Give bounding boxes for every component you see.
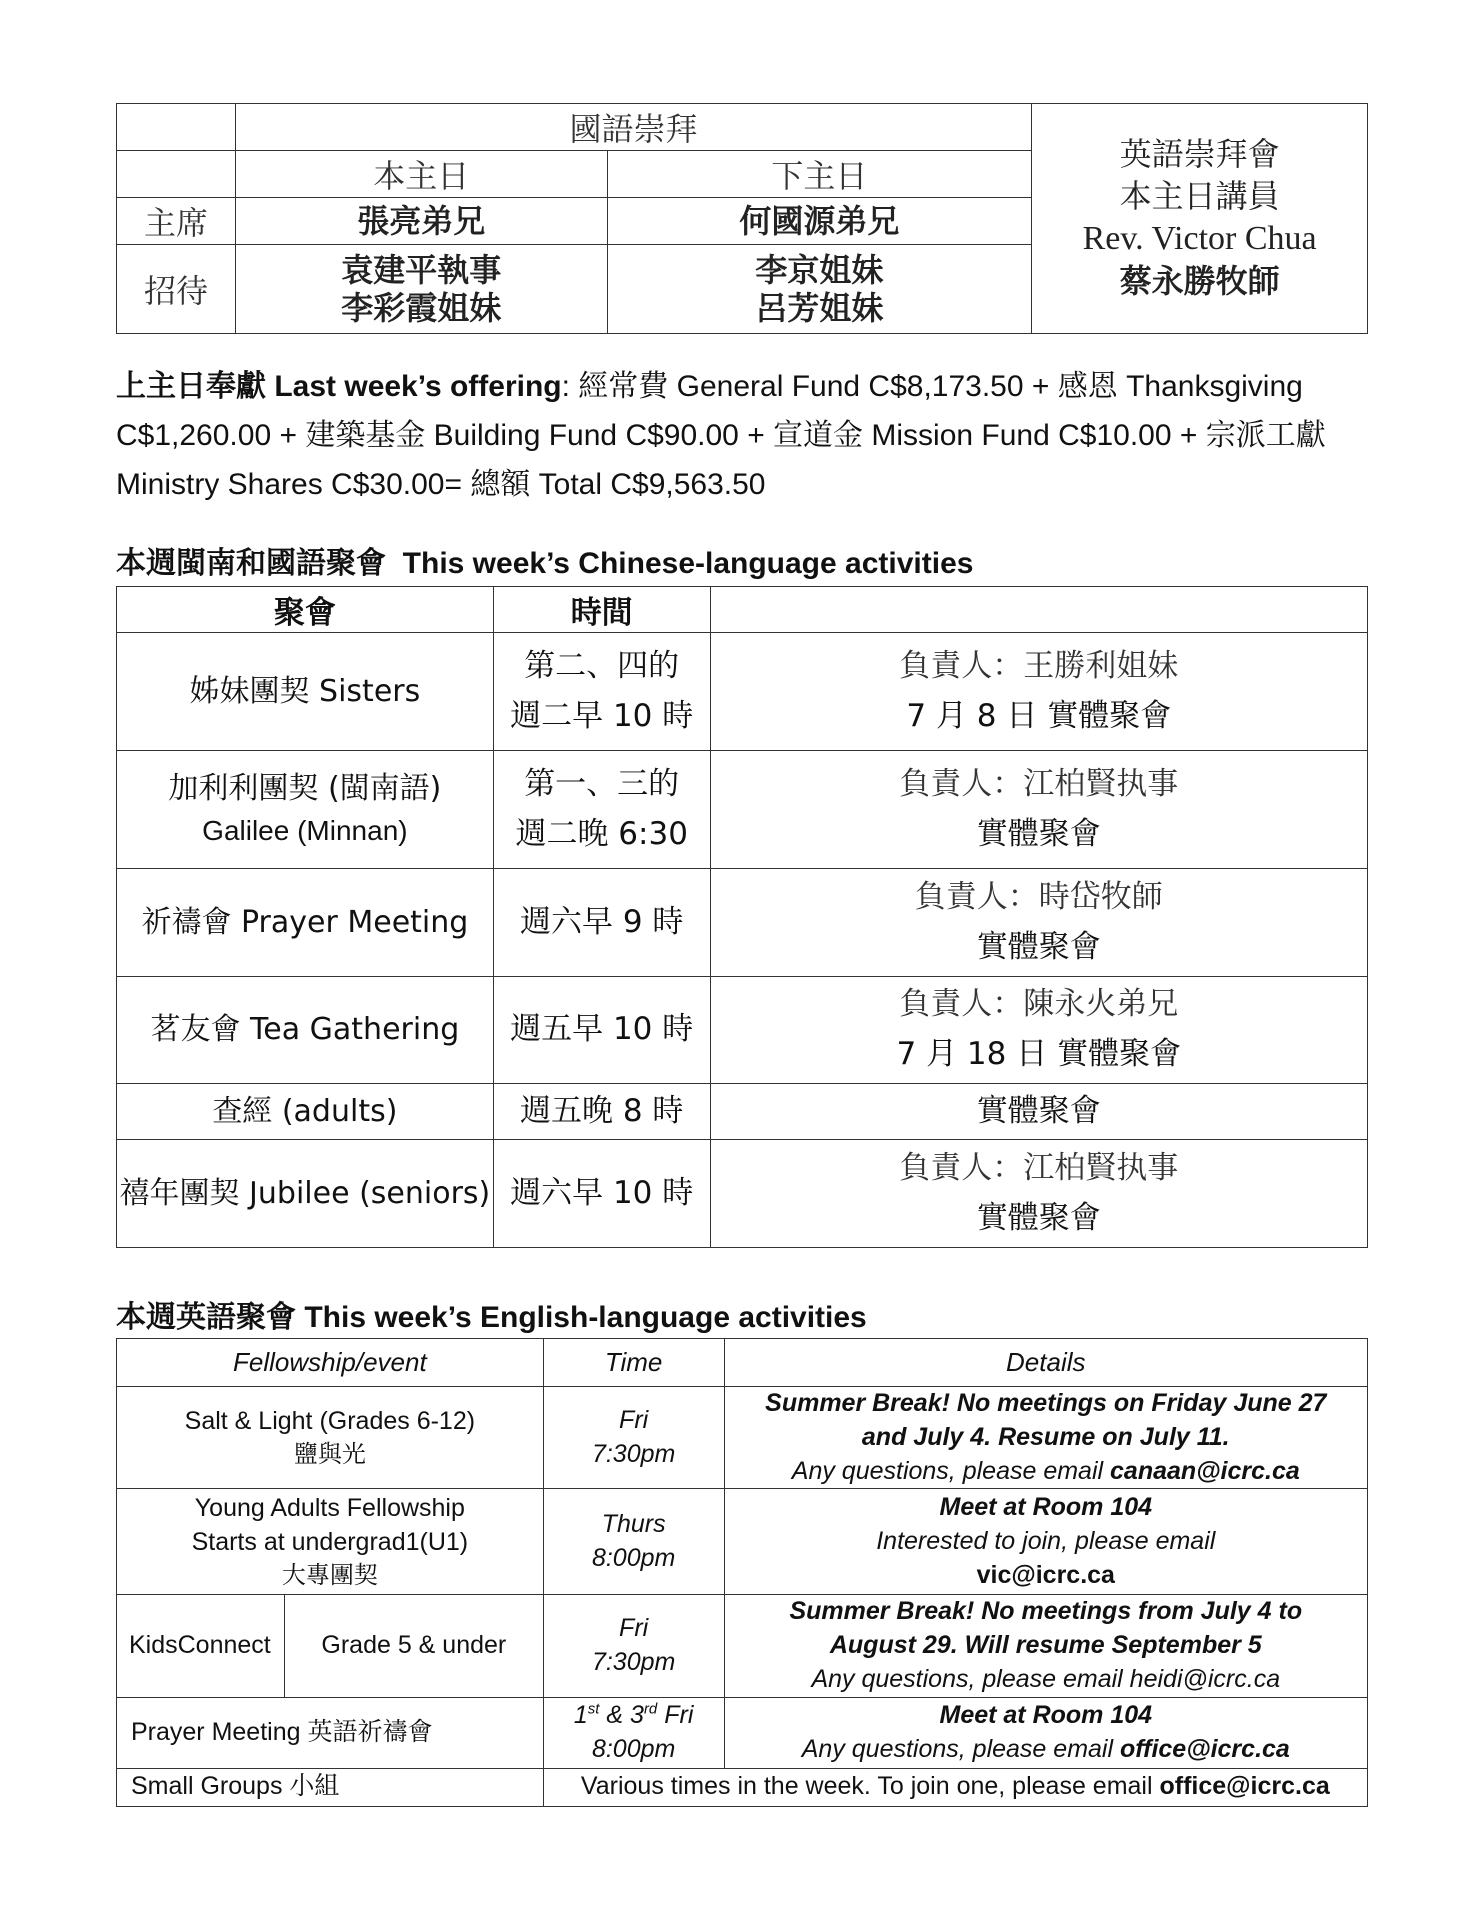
time-part: & 3 <box>599 1700 644 1729</box>
activity-time-line: 週二晚 6:30 <box>515 815 688 852</box>
activity-time <box>493 869 710 977</box>
usher-next-week <box>607 245 1032 334</box>
activity-detail-line: 負責人：陳永火弟兄 <box>899 986 1179 1023</box>
english-speaker-cn-name: 蔡永勝牧師 <box>1119 262 1280 301</box>
fellowship-details <box>724 1387 1367 1489</box>
young-adults-name: Young Adults Fellowship <box>194 1493 465 1522</box>
usher-this-week <box>235 245 607 334</box>
activity-details <box>710 1140 1367 1248</box>
duty-corner-cell <box>117 104 236 151</box>
english-activities-title <box>116 1292 867 1336</box>
activity-name <box>117 977 494 1084</box>
small-groups-name: Small Groups 小組 <box>117 1768 544 1806</box>
activity-name-line: 祈禱會 Prayer Meeting <box>141 904 469 940</box>
role-usher: 招待 <box>117 245 236 334</box>
young-adults-subtitle: Starts at undergrad1(U1) <box>191 1527 469 1556</box>
time-sup: st <box>587 1700 600 1718</box>
activity-time-line: 第二、四的 <box>524 647 680 684</box>
table-row <box>117 1489 1368 1595</box>
email-link[interactable]: office@icrc.ca <box>1159 1772 1330 1801</box>
salt-light-cn-name: 鹽與光 <box>293 1440 366 1469</box>
activity-name-line: 加利利團契 (閩南語) <box>168 771 442 807</box>
english-activities-title-en: This week’s English-language activities <box>304 1301 867 1334</box>
detail-line: Meet at Room 104 <box>939 1493 1153 1522</box>
english-activities-title-cn: 本週英語聚會 <box>116 1300 296 1335</box>
activity-detail-line: 負責人：江柏賢执事 <box>899 765 1179 802</box>
activity-detail-line: 負責人：王勝利姐妹 <box>899 647 1179 684</box>
chinese-activities-title-cn: 本週閩南和國語聚會 <box>116 546 386 581</box>
fellowship-time <box>543 1697 724 1768</box>
fellowship-time <box>543 1387 724 1489</box>
table-row <box>117 1140 1368 1248</box>
detail-text: Various times in the week. To join one, please email <box>580 1772 1160 1801</box>
email-link[interactable]: vic@icrc.ca <box>976 1560 1115 1589</box>
usher-next-week-1: 李京姐妹 <box>755 250 884 289</box>
detail-line: Interested to join, please email <box>876 1526 1216 1555</box>
time-part: 1 <box>573 1700 588 1729</box>
activity-name-line: Galilee (Minnan) <box>202 814 408 846</box>
header-fellowship: Fellowship/event <box>117 1339 544 1387</box>
table-row <box>117 869 1368 977</box>
detail-line <box>725 1455 1367 1489</box>
email-link[interactable]: office@icrc.ca <box>1119 1734 1290 1763</box>
time-hour: 7:30pm <box>591 1647 676 1676</box>
detail-line: Meet at Room 104 <box>939 1700 1153 1729</box>
role-chair: 主席 <box>117 198 236 245</box>
table-row <box>117 633 1368 751</box>
activity-time <box>493 977 710 1084</box>
header-details: Details <box>724 1339 1367 1387</box>
english-service-title: 英語崇拜會 <box>1119 135 1280 174</box>
activity-detail-line: 實體聚會 <box>976 815 1101 852</box>
activity-name-line: 姊妹團契 Sisters <box>189 673 421 709</box>
activity-details <box>710 977 1367 1084</box>
chinese-activities-title-en: This week’s Chinese-language activities <box>402 547 974 580</box>
activity-details <box>710 633 1367 751</box>
activity-name <box>117 633 494 751</box>
activity-detail-line: 負責人：江柏賢执事 <box>899 1149 1179 1186</box>
activity-name <box>117 1140 494 1248</box>
activity-name-line: 查經 (adults) <box>212 1093 398 1129</box>
offering-text: : 經常費 General Fund C$8,173.50 + 感恩 Thanksgiving C$1,260.00 + 建築基金 Building Fund C$90.00 + 宣道金 Mission Fund C$10.00 + 宗派工獻 Ministry Shares C$30.00= 總額 Total C$9,563.50 <box>116 370 1326 501</box>
activity-name-line: 茗友會 Tea Gathering <box>150 1012 460 1048</box>
detail-line: August 29. Will resume September 5 <box>829 1631 1262 1659</box>
time-day: Thurs <box>601 1510 666 1538</box>
english-speaker-name: Rev. Victor Chua <box>1082 220 1317 258</box>
time-hour: 8:00pm <box>591 1543 676 1572</box>
time-hour: 8:00pm <box>591 1734 676 1763</box>
detail-line: Summer Break! No meetings from July 4 to <box>789 1597 1303 1626</box>
table-row <box>117 751 1368 869</box>
detail-line <box>725 1733 1367 1767</box>
mandarin-service-header: 國語崇拜 <box>235 104 1031 151</box>
activity-time <box>493 751 710 869</box>
activity-time-line: 第一、三的 <box>524 765 680 802</box>
activity-time-line: 週六早 9 時 <box>519 903 684 940</box>
fellowship-details <box>724 1697 1367 1768</box>
activity-detail-line: 實體聚會 <box>976 928 1101 965</box>
usher-next-week-2: 呂芳姐妹 <box>755 289 884 327</box>
usher-this-week-1: 袁建平執事 <box>341 250 502 289</box>
chair-next-week: 何國源弟兄 <box>607 198 1032 245</box>
detail-text: Any questions, please email <box>801 1734 1120 1763</box>
activity-detail-line: 實體聚會 <box>976 1199 1101 1236</box>
header-time: 時間 <box>493 587 710 633</box>
activity-time-line: 週六早 10 時 <box>510 1174 694 1211</box>
fellowship-time <box>543 1489 724 1595</box>
activity-name <box>117 1084 494 1140</box>
fellowship-details <box>724 1489 1367 1595</box>
offering-label: 上主日奉獻 Last week’s offering <box>116 370 562 403</box>
email-link[interactable]: canaan@icrc.ca <box>1110 1456 1300 1485</box>
this-sunday-header: 本主日 <box>235 151 607 198</box>
table-row <box>117 977 1368 1084</box>
time-hour: 7:30pm <box>591 1439 676 1468</box>
activity-details <box>710 869 1367 977</box>
duty-roster-table <box>116 103 1368 334</box>
header-time: Time <box>543 1339 724 1387</box>
fellowship-name <box>117 1387 544 1489</box>
time-day: Fri <box>619 1405 649 1434</box>
kids-name: KidsConnect <box>117 1595 285 1697</box>
detail-line: Summer Break! No meetings on Friday June 27 <box>765 1389 1327 1417</box>
activity-time <box>493 1084 710 1140</box>
header-gathering: 聚會 <box>117 587 494 633</box>
table-row <box>117 1387 1368 1489</box>
table-row <box>117 1768 1368 1806</box>
time-sup: rd <box>643 1700 658 1718</box>
header-details <box>710 587 1367 633</box>
fellowship-name <box>117 1489 544 1595</box>
prayer-meeting-name: Prayer Meeting 英語祈禱會 <box>117 1697 544 1768</box>
detail-line: and July 4. Resume on July 11. <box>861 1422 1230 1451</box>
time-day: Fri <box>619 1614 649 1643</box>
activity-time <box>493 1140 710 1248</box>
activity-detail-line: 負責人：時岱牧師 <box>914 878 1163 915</box>
activity-detail-line: 7 月 18 日 實體聚會 <box>896 1036 1182 1072</box>
table-row <box>117 1595 1368 1697</box>
activity-time-line: 週二早 10 時 <box>510 697 694 734</box>
table-row <box>117 1697 1368 1768</box>
salt-light-name: Salt & Light (Grades 6-12) <box>184 1406 476 1435</box>
fellowship-details <box>724 1595 1367 1697</box>
activity-detail-line: 實體聚會 <box>976 1092 1101 1129</box>
usher-this-week-2: 李彩霞姐妹 <box>341 289 502 327</box>
activity-time-line: 週五晚 8 時 <box>519 1092 684 1129</box>
time-day <box>544 1699 724 1733</box>
chinese-activities-table <box>116 586 1368 1248</box>
activity-detail-line: 7 月 8 日 實體聚會 <box>906 697 1172 734</box>
small-groups-details <box>543 1768 1367 1806</box>
activity-name <box>117 869 494 977</box>
english-activities-table <box>116 1338 1368 1807</box>
chair-this-week: 張亮弟兄 <box>235 198 607 245</box>
activity-name <box>117 751 494 869</box>
activity-details <box>710 751 1367 869</box>
next-sunday-header: 下主日 <box>607 151 1032 198</box>
fellowship-time <box>543 1595 724 1697</box>
table-row <box>117 1084 1368 1140</box>
activity-details <box>710 1084 1367 1140</box>
offering-paragraph <box>116 362 1376 509</box>
english-service-subtitle: 本主日講員 <box>1119 176 1280 215</box>
activity-name-line: 禧年團契 Jubilee (seniors) <box>119 1175 491 1211</box>
english-service-cell <box>1032 104 1368 334</box>
young-adults-cn-name: 大專團契 <box>281 1561 378 1590</box>
activity-time <box>493 633 710 751</box>
activity-time-line: 週五早 10 時 <box>510 1011 694 1048</box>
duty-blank-cell <box>117 151 236 198</box>
chinese-activities-title <box>116 538 973 582</box>
detail-line: Any questions, please email heidi@icrc.ca <box>811 1664 1281 1693</box>
time-part: Fri <box>657 1700 694 1729</box>
detail-text: Any questions, please email <box>791 1456 1111 1485</box>
kids-grade: Grade 5 & under <box>284 1595 543 1697</box>
